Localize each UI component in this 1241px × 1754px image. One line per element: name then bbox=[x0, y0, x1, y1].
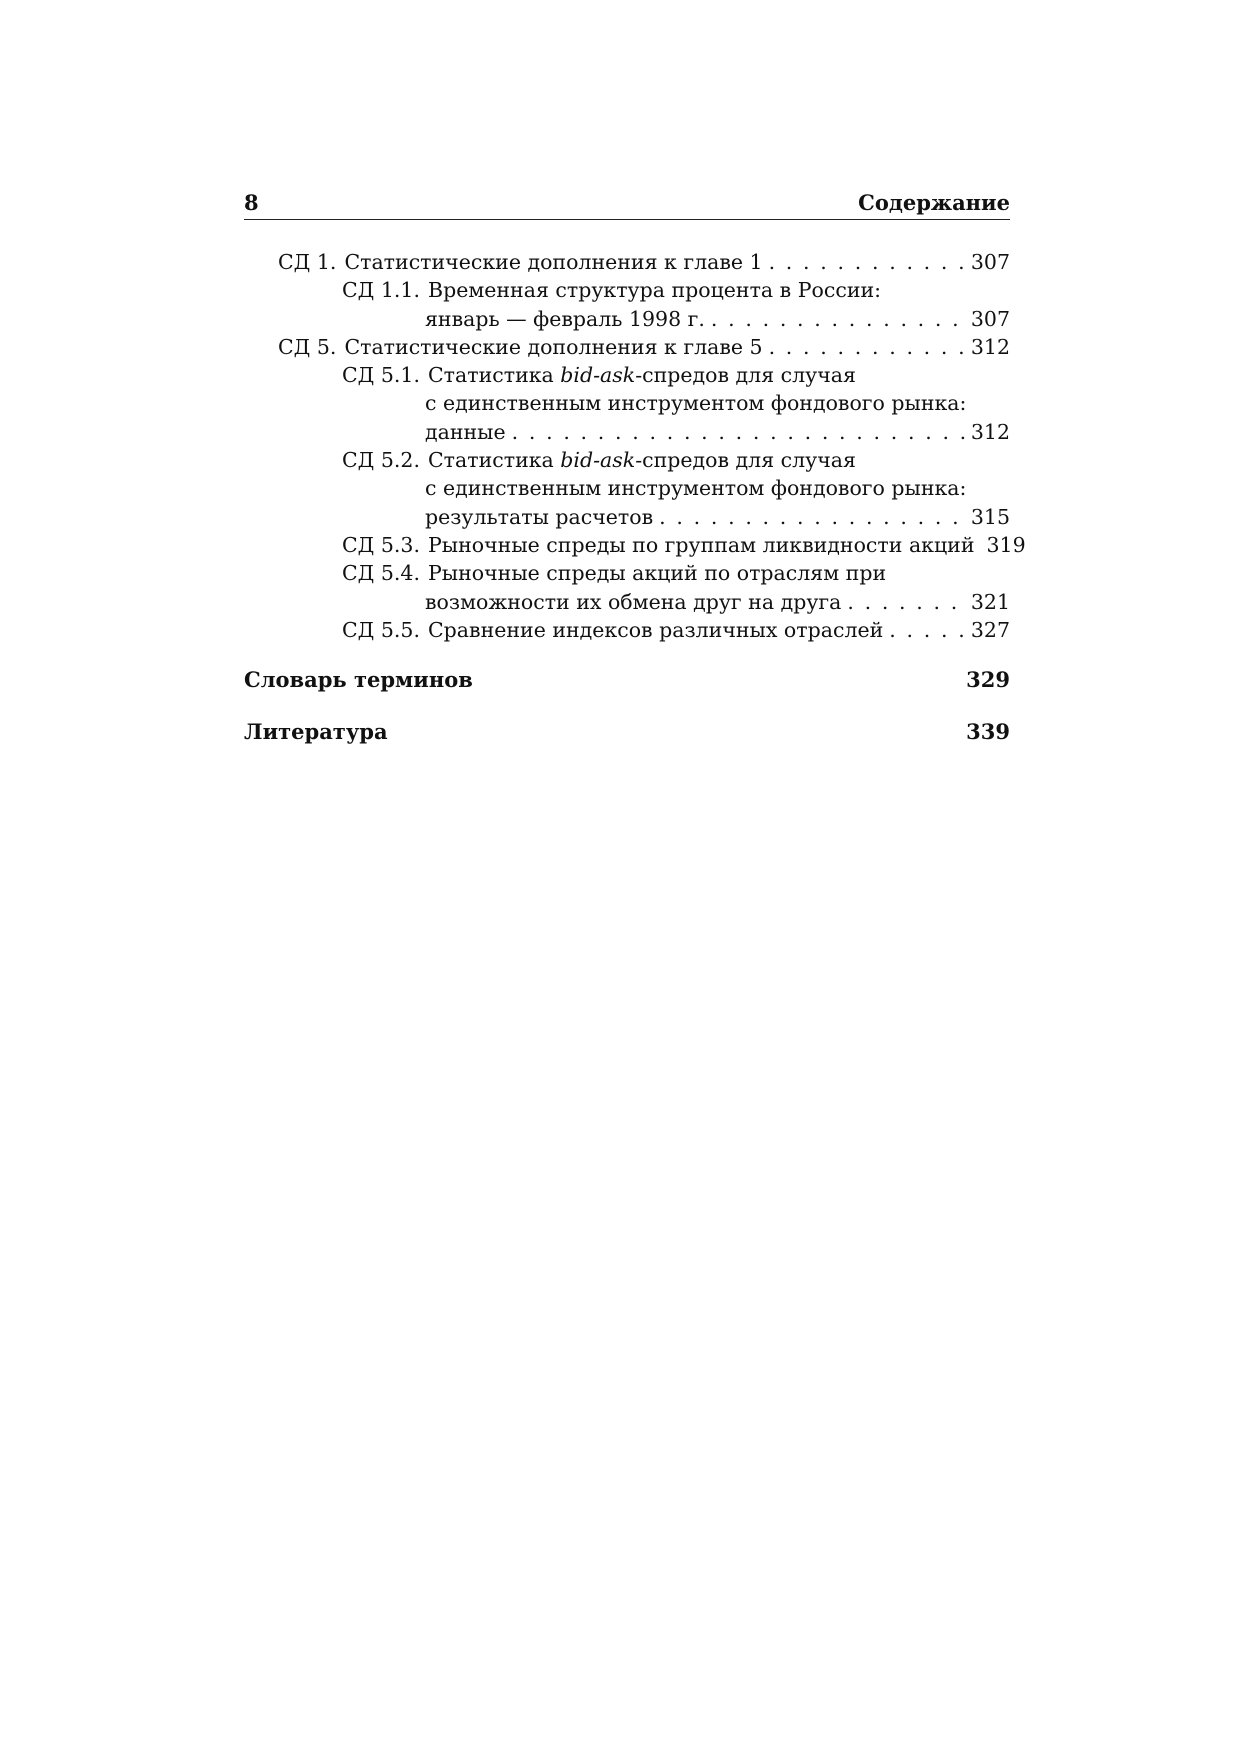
toc-entry-title bbox=[428, 446, 856, 474]
toc-entry-title-continued: возможности их обмена друг на друга bbox=[425, 589, 842, 614]
toc-entry-title: Временная структура процента в России: bbox=[428, 278, 882, 303]
toc-entry-sd5-2-continued[interactable] bbox=[244, 503, 1010, 531]
toc-entry-sd5-4-continued[interactable] bbox=[244, 588, 1010, 616]
page-number: 8 bbox=[244, 190, 259, 215]
table-of-contents bbox=[244, 248, 1026, 644]
toc-entry-title: Рыночные спреды по группам ликвидности акций bbox=[428, 532, 975, 557]
dot-leader bbox=[711, 305, 965, 333]
toc-entry-sd1-1[interactable] bbox=[244, 276, 1010, 304]
toc-entry-number: СД 1. bbox=[278, 250, 337, 274]
dot-leader bbox=[889, 616, 965, 644]
toc-entry-sd5-1-continued[interactable] bbox=[244, 418, 1010, 446]
page bbox=[244, 190, 1026, 745]
toc-entry-glossary[interactable] bbox=[244, 667, 1010, 693]
toc-entry-sd5[interactable] bbox=[244, 333, 1010, 361]
toc-page-number: 321 bbox=[970, 589, 1010, 614]
toc-entry-number: СД 5.4. bbox=[342, 561, 420, 586]
toc-entry-sd5-1[interactable] bbox=[244, 361, 1010, 389]
dot-leader bbox=[512, 418, 965, 446]
toc-entry-title: Статистические дополнения к главе 1 bbox=[344, 250, 763, 274]
toc-page-number: 329 bbox=[966, 667, 1010, 693]
toc-entry-title-continued: с единственным инструментом фондового рынка: bbox=[425, 476, 967, 501]
toc-page-number: 307 bbox=[970, 250, 1010, 274]
toc-entry-number: СД 5.3. bbox=[342, 532, 420, 557]
toc-entry-number: СД 5.1. bbox=[342, 363, 420, 388]
toc-entry-sd5-2-continued[interactable] bbox=[244, 474, 1010, 502]
toc-page-number: 315 bbox=[970, 504, 1010, 529]
title-text: Статистика bbox=[428, 363, 561, 388]
toc-entry-title-continued: с единственным инструментом фондового рынка: bbox=[425, 391, 967, 416]
toc-major-title: Литература bbox=[244, 719, 388, 745]
toc-entry-sd5-2[interactable] bbox=[244, 446, 1010, 474]
toc-entry-sd1-1-continued[interactable] bbox=[244, 305, 1010, 333]
toc-page-number: 312 bbox=[970, 419, 1010, 444]
toc-entry-title: Сравнение индексов различных отраслей bbox=[428, 617, 884, 642]
title-italic-term: bid-ask bbox=[560, 363, 636, 388]
toc-entry-number: СД 5.5. bbox=[342, 617, 420, 642]
toc-page-number: 312 bbox=[970, 334, 1010, 359]
toc-entry-sd5-3[interactable] bbox=[244, 531, 1026, 559]
toc-entry-sd1[interactable] bbox=[244, 248, 1010, 276]
toc-entry-title: Рыночные спреды акций по отраслям при bbox=[428, 561, 887, 586]
title-italic-term: bid-ask bbox=[560, 448, 636, 473]
toc-entry-number: СД 5.2. bbox=[342, 448, 420, 473]
running-head bbox=[244, 190, 1010, 220]
toc-entry-sd5-4[interactable] bbox=[244, 559, 1010, 587]
toc-entry-sd5-1-continued[interactable] bbox=[244, 389, 1010, 417]
toc-entry-title bbox=[428, 361, 856, 389]
toc-entry-title-continued: январь — февраль 1998 г. bbox=[425, 306, 705, 331]
toc-entry-sd5-5[interactable] bbox=[244, 616, 1010, 644]
dot-leader bbox=[769, 248, 965, 276]
title-text: Статистика bbox=[428, 448, 561, 473]
toc-entry-title: Статистические дополнения к главе 5 bbox=[344, 334, 763, 359]
toc-page-number: 319 bbox=[986, 532, 1026, 557]
toc-page-number: 307 bbox=[970, 306, 1010, 331]
dot-leader bbox=[847, 588, 965, 616]
toc-major-title: Словарь терминов bbox=[244, 667, 473, 693]
toc-page-number: 339 bbox=[966, 719, 1010, 745]
toc-entry-number: СД 5. bbox=[278, 334, 337, 359]
section-title: Содержание bbox=[858, 190, 1010, 215]
toc-page-number: 327 bbox=[970, 617, 1010, 642]
dot-leader bbox=[769, 333, 965, 361]
toc-entry-number: СД 1.1. bbox=[342, 278, 420, 303]
toc-entry-literature[interactable] bbox=[244, 719, 1010, 745]
title-text: -спредов для случая bbox=[635, 448, 856, 473]
toc-entry-title-continued: результаты расчетов bbox=[425, 504, 654, 529]
toc-entry-title-continued: данные bbox=[425, 419, 506, 444]
dot-leader bbox=[659, 503, 965, 531]
title-text: -спредов для случая bbox=[635, 363, 856, 388]
